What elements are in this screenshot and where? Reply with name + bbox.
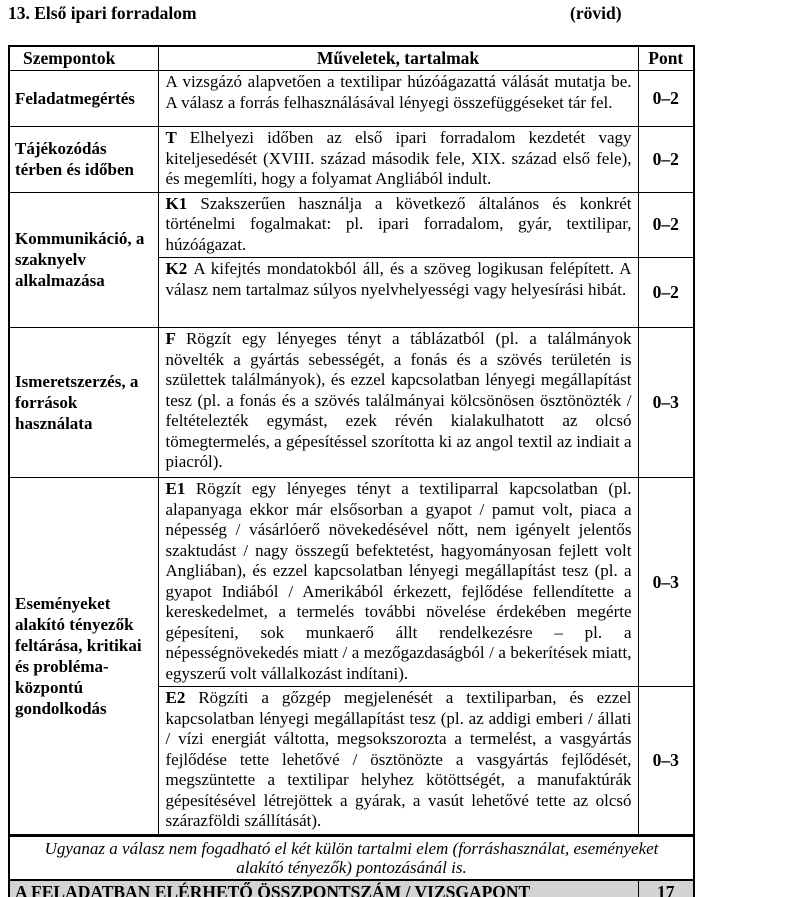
note-row xyxy=(9,835,694,880)
operation-text: A vizsgázó alapvetően a textilipar húzóágazattá válását mutatja be. A válasz a forrás felhasználásával lényegi összefüggéseket tár fel. xyxy=(165,72,632,112)
points-cell: 0–3 xyxy=(638,328,694,478)
criterion-cell: Feladatmegértés xyxy=(9,71,158,127)
criterion-cell: Ismeretszerzés, a források használata xyxy=(9,328,158,478)
header-operations: Műveletek, tartalmak xyxy=(158,46,638,71)
total-points: 17 xyxy=(638,880,694,897)
operation-text: Rögzít egy lényeges tényt a táblázatból (pl. a találmányok növelték a gyártás sebességét, a fonás és a szövés területén is születtek találmányok), és ezzel kapcsolatban lényegi megállapítást tesz (pl. a fonás és a szövés találmányai kölcsönösen ösztönözték / feltételezték egymást, ezek révén kialakulhatott az olcsó tömegtermelés, a gépesítéssel szorította ki az angol textil az indiait a piacról). xyxy=(165,329,632,471)
table-header-row xyxy=(9,46,694,71)
table-row xyxy=(9,192,694,258)
operation-cell xyxy=(158,127,638,193)
table-row xyxy=(9,478,694,687)
operation-text: Elhelyezi időben az első ipari forradalom kezdetét vagy kiteljesedését (XVIII. század második fele, XIX. század első fele), és megemlíti, hogy a folyamat Angliából indult. xyxy=(165,128,632,188)
points-cell: 0–2 xyxy=(638,258,694,328)
criterion-cell: Kommunikáció, a szaknyelv alkalmazása xyxy=(9,192,158,328)
operation-cell xyxy=(158,71,638,127)
operation-cell xyxy=(158,478,638,687)
total-label: A FELADATBAN ELÉRHETŐ ÖSSZPONTSZÁM / VIZSGAPONT xyxy=(9,880,638,897)
operation-text: A kifejtés mondatokból áll, és a szöveg logikusan felépített. A válasz nem tartalmaz súlyos nyelvhelyességi vagy helyesírási hibát. xyxy=(165,259,632,299)
document-title-bar xyxy=(8,3,790,29)
scoring-table xyxy=(8,45,695,897)
operation-cell xyxy=(158,328,638,478)
page-title-suffix: (rövid) xyxy=(570,3,622,23)
points-cell: 0–3 xyxy=(638,478,694,687)
page-title: 13. Első ipari forradalom xyxy=(8,3,197,23)
header-points: Pont xyxy=(638,46,694,71)
operation-cell xyxy=(158,258,638,328)
table-row xyxy=(9,127,694,193)
operation-text: Szakszerűen használja a következő általános és konkrét történelmi fogalmakat: pl. ipari forradalom, gyár, textilipar, húzóágazat. xyxy=(165,193,632,254)
operation-text: Rögzít egy lényeges tényt a textiliparral kapcsolatban (pl. alapanyaga ekkor már elsősorban a gyapot / pamut volt, piaca a népesség / vásárlóerő növekedésével nőtt, nem igényelt jelentős szaktudást / nagy összegű befektetést, hagyományosan fejlett volt Angliában), és ezzel kapcsolatban lényegi megállapítást tesz (pl. a gyapot Indiából / Amerikából érkezett, fejlődése fellendítette a kereskedelmet, a termelés további növelése érdekében megérte gépesíteni, sok munkaerő állt rendelkezésre – pl. a népességnövekedés miatt / a mezőgazdaságból / a bekerítések miatt, egyszerű volt vállalkozást indítani). xyxy=(165,479,632,683)
table-row xyxy=(9,71,694,127)
points-cell: 0–2 xyxy=(638,71,694,127)
operation-cell xyxy=(158,687,638,836)
points-cell: 0–2 xyxy=(638,127,694,193)
header-criteria: Szempontok xyxy=(9,46,158,71)
criterion-cell: Tájékozódás térben és időben xyxy=(9,127,158,193)
table-row xyxy=(9,328,694,478)
operation-prefix: F xyxy=(165,329,176,348)
points-cell: 0–2 xyxy=(638,192,694,258)
note-text: Ugyanaz a válasz nem fogadható el két külön tartalmi elem (forráshasználat, eseményeket alakító tényezők) pontozásánál is. xyxy=(9,835,694,880)
operation-text: Rögzíti a gőzgép megjelenését a textiliparban, és ezzel kapcsolatban lényegi megállapítást tesz (pl. az addigi emberi / állati / vízi energiát váltotta, megsokszorozta a termelést, a vasgyártás fejlődése tette lehetővé / ösztönözte a vasgyártás fejlődését, megszüntette a textilipar helyhez kötöttségét, a manufaktúrák gépesítésével létrejöttek a gyárak, a vasút lehetővé tette az olcsó szárazföldi szállítását). xyxy=(165,688,632,830)
operation-prefix: K1 xyxy=(165,193,188,213)
criterion-cell: Eseményeket alakító tényezők feltárása, kritikai és probléma-központú gondolkodás xyxy=(9,478,158,836)
operation-prefix: E1 xyxy=(165,479,186,498)
points-cell: 0–3 xyxy=(638,687,694,836)
operation-prefix: E2 xyxy=(165,688,186,707)
operation-cell xyxy=(158,192,638,258)
total-row xyxy=(9,880,694,897)
operation-prefix: K2 xyxy=(165,259,188,278)
operation-prefix: T xyxy=(165,128,177,147)
